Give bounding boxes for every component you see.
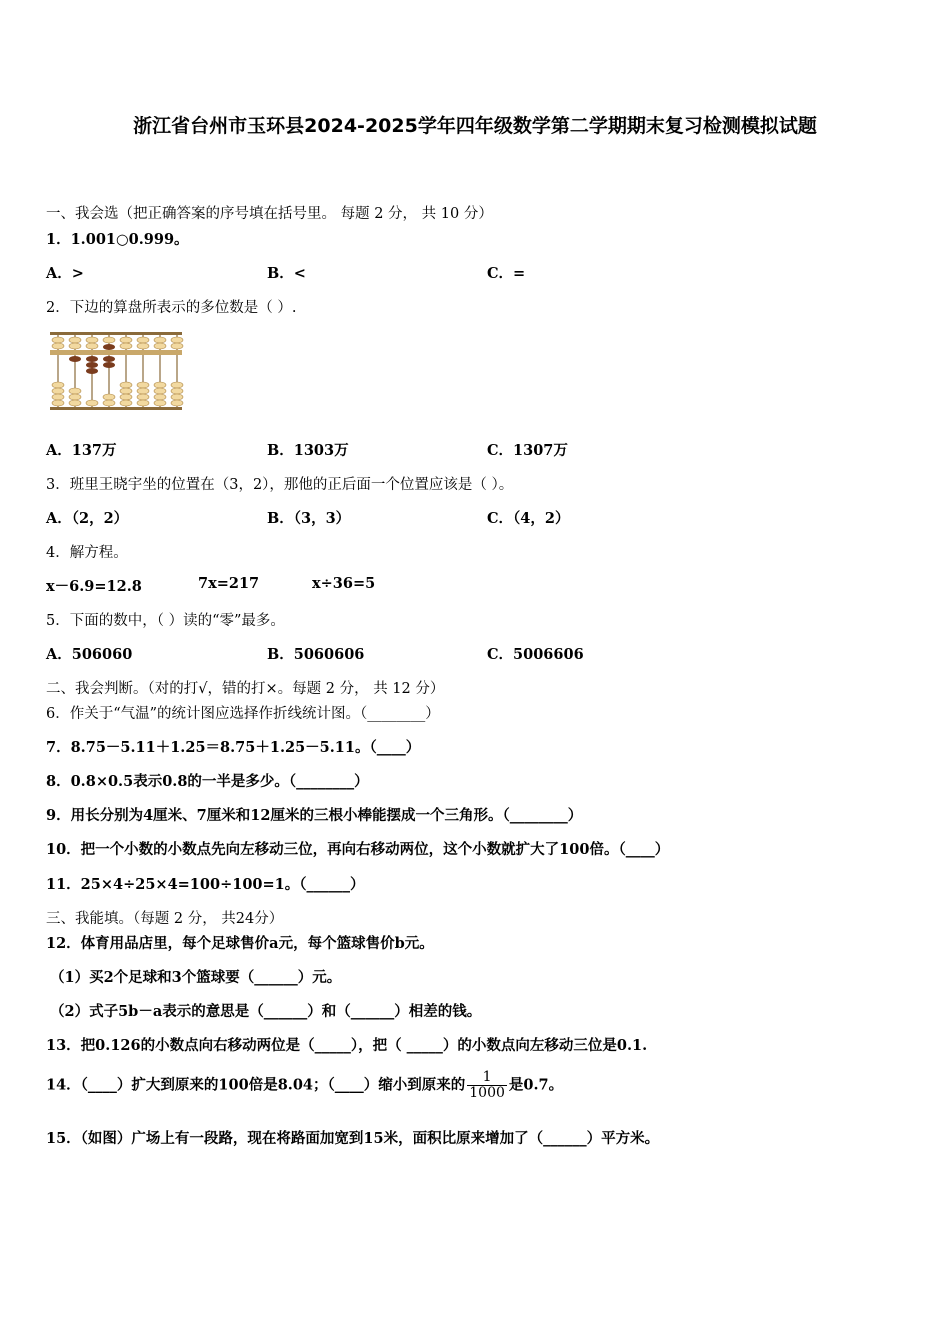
q2-option-a: A．137万: [46, 442, 117, 459]
abacus-image: [48, 330, 184, 412]
q2-text: 2．下边的算盘所表示的多位数是（ ）.: [46, 300, 297, 316]
section1-heading: 一、我会选（把正确答案的序号填在括号里。 每题 2 分， 共 10 分）: [46, 206, 493, 222]
q10-text: 10．把一个小数的小数点先向左移动三位，再向右移动两位，这个小数就扩大了100倍。（____）: [46, 841, 670, 858]
q3-option-a: A．（2，2）: [46, 510, 129, 527]
q2-option-b: B．1303万: [267, 442, 349, 459]
q3-option-b: B．（3，3）: [267, 510, 351, 527]
q4-equation-1: x－6.9=12.8: [46, 578, 142, 595]
q3-text: 3．班里王晓宇坐的位置在（3，2），那他的正后面一个位置应该是（ ）。: [46, 477, 514, 493]
q1-option-b: B．<: [267, 265, 306, 282]
q12-part-1: （1）买2个足球和3个篮球要（______）元。: [50, 969, 342, 986]
q5-text: 5．下面的数中，（ ）读的“零”最多。: [46, 613, 285, 629]
q1-option-a: A．>: [46, 265, 84, 282]
fraction-denominator: 1000: [469, 1085, 505, 1101]
q4-text: 4．解方程。: [46, 545, 128, 561]
q1-text: 1．1.001○0.999。: [46, 231, 189, 248]
q7-text: 7．8.75－5.11＋1.25＝8.75＋1.25－5.11。（____）: [46, 739, 421, 756]
page-title: 浙江省台州市玉环县2024-2025学年四年级数学第二学期期末复习检测模拟试题: [133, 115, 817, 137]
q14-line: [46, 1070, 563, 1101]
section2-heading: 二、我会判断。（对的打√，错的打×。每题 2 分， 共 12 分）: [46, 681, 445, 697]
q12-text: 12．体育用品店里，每个足球售价a元，每个篮球售价b元。: [46, 935, 434, 952]
q14-part-2: 是0.7。: [508, 1076, 564, 1094]
q9-text: 9．用长分别为4厘米、7厘米和12厘米的三根小棒能摆成一个三角形。（________）: [46, 807, 583, 824]
q6-text: 6．作关于“气温”的统计图应选择作折线统计图。（________）: [46, 706, 440, 722]
q5-option-a: A．506060: [46, 646, 133, 663]
q4-equation-3: x÷36=5: [312, 575, 376, 592]
q8-text: 8．0.8×0.5表示0.8的一半是多少。（________）: [46, 773, 369, 790]
q2-option-c: C．1307万: [487, 442, 568, 459]
q3-option-c: C．（4，2）: [487, 510, 570, 527]
q13-text: 13．把0.126的小数点向右移动两位是（_____），把（ _____）的小数点向左移动三位是0.1.: [46, 1037, 648, 1054]
q15-text: 15．（如图）广场上有一段路，现在将路面加宽到15米，面积比原来增加了（______）平方米。: [46, 1130, 660, 1147]
q1-option-c: C．=: [487, 265, 526, 282]
section3-heading: 三、我能填。（每题 2 分， 共24分）: [46, 911, 284, 927]
fraction-numerator: 1: [467, 1070, 507, 1086]
q11-text: 11．25×4÷25×4=100÷100=1。（______）: [46, 876, 365, 893]
q5-option-c: C．5006606: [487, 646, 584, 663]
q14-fraction: [467, 1070, 507, 1101]
q14-part-1: 14．（____）扩大到原来的100倍是8.04；（____）缩小到原来的: [46, 1076, 466, 1094]
q4-equation-2: 7x=217: [198, 575, 260, 592]
q5-option-b: B．5060606: [267, 646, 365, 663]
q12-part-2: （2）式子5b－a表示的意思是（______）和（______）相差的钱。: [50, 1003, 482, 1020]
